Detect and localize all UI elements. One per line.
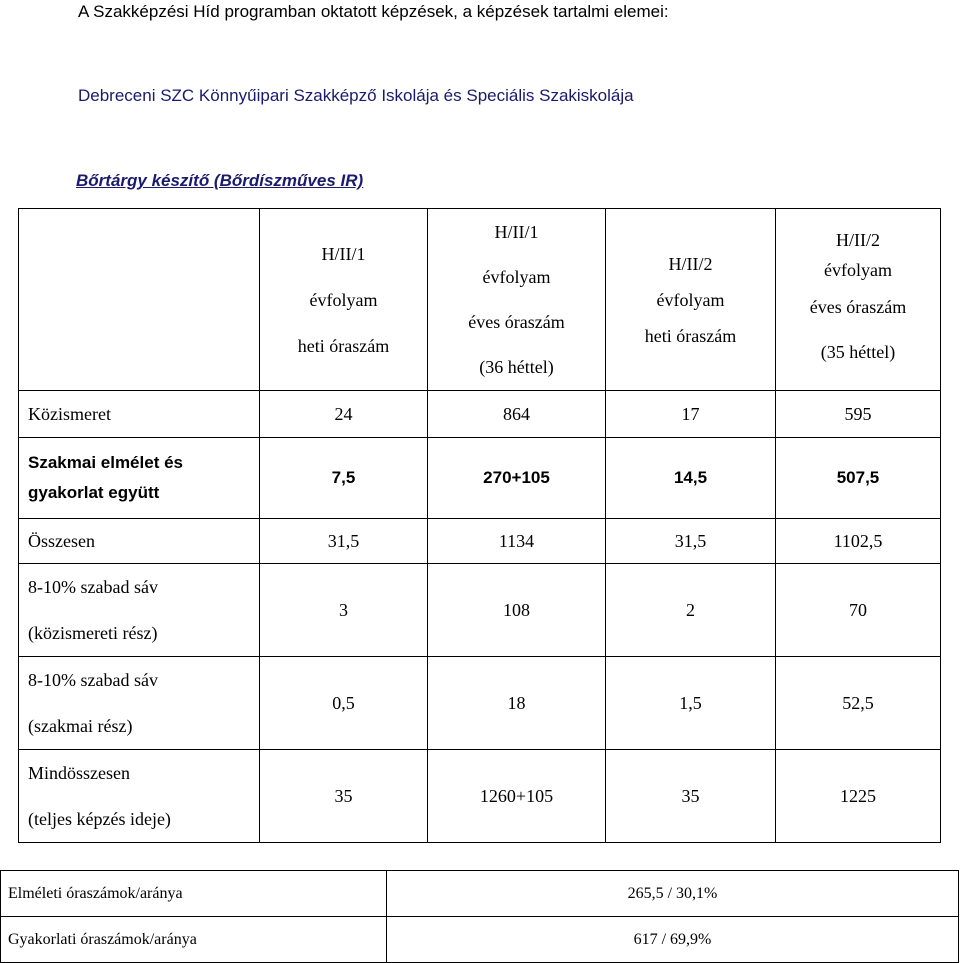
header-line: H/II/1: [321, 243, 366, 264]
header-line: éves óraszám: [468, 311, 565, 332]
row-label: [19, 564, 260, 657]
school-name: Debreceni SZC Könnyűipari Szakképző Iskolája és Speciális Szakiskolája: [78, 86, 634, 105]
table-cell: 7,5: [260, 438, 428, 519]
header-line: évfolyam: [309, 289, 378, 310]
header-line: (35 héttel): [820, 341, 896, 362]
row-label-line: Összesen: [28, 530, 95, 551]
table-header-row: [19, 209, 941, 391]
row-label-line: gyakorlat együtt: [28, 483, 160, 502]
header-line: heti óraszám: [644, 325, 737, 346]
row-label-line: 8-10% szabad sáv: [28, 670, 158, 690]
header-cell-h2-1-yearly: [428, 209, 606, 391]
header-line: éves óraszám: [809, 296, 907, 317]
intro-heading: A Szakképzési Híd programban oktatott képzések, a képzések tartalmi elemei:: [78, 2, 669, 21]
header-line: H/II/1: [494, 221, 539, 242]
table-cell: 52,5: [776, 657, 941, 750]
header-line: (36 héttel): [479, 356, 554, 377]
table-cell: 0,5: [260, 657, 428, 750]
summary-value: 617 / 69,9%: [387, 917, 959, 963]
table-row: [19, 564, 941, 657]
table-cell: 1,5: [606, 657, 776, 750]
header-cell-h2-2-weekly: [606, 209, 776, 391]
table-cell: 14,5: [606, 438, 776, 519]
table-cell: 31,5: [260, 519, 428, 564]
table-cell: 35: [260, 750, 428, 843]
table-cell: 507,5: [776, 438, 941, 519]
table-cell: 35: [606, 750, 776, 843]
row-label: [19, 657, 260, 750]
row-label: [19, 438, 260, 519]
row-label-line: Közismeret: [28, 403, 111, 424]
row-label: [19, 519, 260, 564]
table-cell: 1225: [776, 750, 941, 843]
table-row: [19, 750, 941, 843]
table-cell: 24: [260, 391, 428, 438]
table-cell: 3: [260, 564, 428, 657]
row-label: [19, 391, 260, 438]
header-empty-cell: [19, 209, 260, 391]
row-label: [19, 750, 260, 843]
header-line: évfolyam: [482, 266, 551, 287]
row-label-line: Mindösszesen: [28, 763, 130, 783]
summary-value: 265,5 / 30,1%: [387, 871, 959, 917]
header-line: H/II/2: [836, 229, 880, 250]
summary-label: Gyakorlati óraszámok/aránya: [1, 917, 387, 963]
row-label-line: 8-10% szabad sáv: [28, 577, 158, 597]
table-cell: 2: [606, 564, 776, 657]
table-cell: 31,5: [606, 519, 776, 564]
table-row: [19, 657, 941, 750]
table-cell: 108: [428, 564, 606, 657]
table-cell: 1102,5: [776, 519, 941, 564]
table-cell: 1134: [428, 519, 606, 564]
table-cell: 270+105: [428, 438, 606, 519]
row-label-line: Szakmai elmélet és: [28, 453, 183, 472]
summary-row: [1, 917, 959, 963]
header-line: évfolyam: [824, 259, 892, 280]
table-cell: 70: [776, 564, 941, 657]
table-row: [19, 438, 941, 519]
row-label-line: (teljes képzés ideje): [28, 809, 171, 829]
hours-table: [18, 208, 941, 843]
summary-table: [0, 870, 959, 963]
program-title: Bőrtárgy készítő (Bőrdíszműves IR): [76, 171, 364, 190]
row-label-line: (szakmai rész): [28, 716, 133, 736]
row-label-line: (közismereti rész): [28, 623, 158, 643]
header-cell-h2-1-weekly: [260, 209, 428, 391]
table-cell: 18: [428, 657, 606, 750]
summary-row: [1, 871, 959, 917]
table-cell: 17: [606, 391, 776, 438]
header-line: heti óraszám: [297, 335, 390, 356]
header-line: H/II/2: [668, 253, 713, 274]
header-line: évfolyam: [656, 289, 725, 310]
summary-label: Elméleti óraszámok/aránya: [1, 871, 387, 917]
table-row: [19, 519, 941, 564]
table-cell: 595: [776, 391, 941, 438]
table-cell: 1260+105: [428, 750, 606, 843]
table-row: [19, 391, 941, 438]
table-cell: 864: [428, 391, 606, 438]
header-cell-h2-2-yearly: [776, 209, 941, 391]
